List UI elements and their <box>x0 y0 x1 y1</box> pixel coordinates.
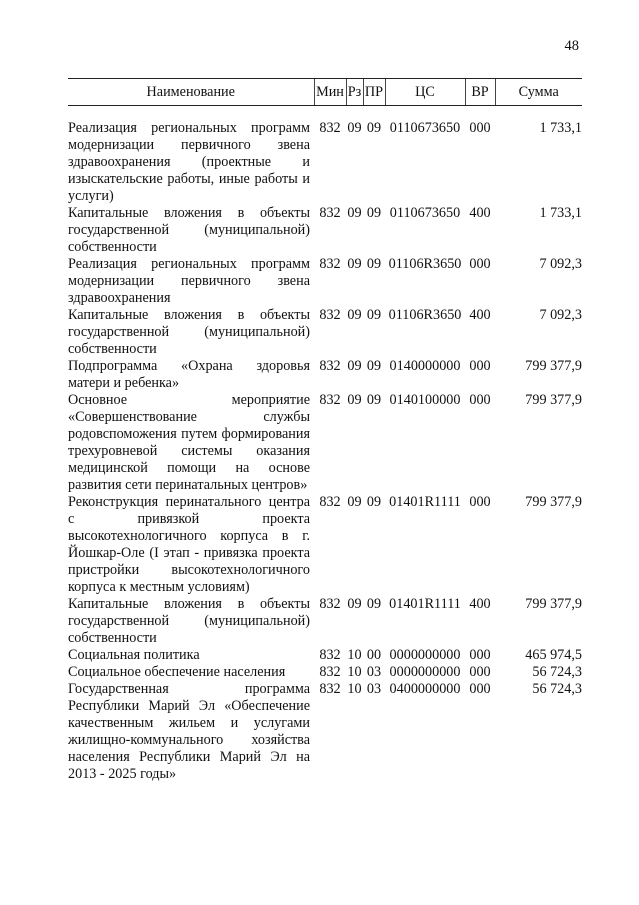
table-row <box>68 494 582 596</box>
table-row <box>68 664 582 681</box>
row-pr-cell: 00 <box>366 647 382 663</box>
row-vr-cell: 400 <box>469 205 491 221</box>
row-vr-cell: 000 <box>469 120 491 136</box>
row-rz-cell: 09 <box>347 307 362 323</box>
row-cs-cell: 0000000000 <box>389 647 461 663</box>
header-name: Наименование <box>68 79 314 106</box>
row-name-cell: Государственная программа Республики Марий Эл «Обеспечение качественным жильем и услугами жилищно-коммунального хозяйства населения Республики Марий Эл на 2013 - 2025 годы» <box>68 681 310 782</box>
row-rz-cell: 09 <box>347 392 362 408</box>
row-min-cell: 832 <box>319 307 341 323</box>
row-min-cell: 832 <box>319 392 341 408</box>
table-row <box>68 392 582 494</box>
row-rz-cell: 09 <box>347 256 362 272</box>
row-vr-cell: 000 <box>469 256 491 272</box>
row-pr-cell: 09 <box>366 596 382 612</box>
row-vr-cell: 000 <box>469 681 491 697</box>
row-min-cell: 832 <box>319 256 341 272</box>
row-name-cell: Капитальные вложения в объекты государственной (муниципальной) собственности <box>68 596 310 646</box>
row-sum-cell: 799 377,9 <box>525 596 582 612</box>
row-name-cell: Реализация региональных программ модернизации первичного звена здравоохранения (проектные и изыскательские работы, иные работы и услуги) <box>68 120 310 204</box>
row-rz-cell: 09 <box>347 596 362 612</box>
row-vr-cell: 000 <box>469 494 491 510</box>
header-min: Мин <box>314 79 346 106</box>
table-row <box>68 596 582 647</box>
row-vr-cell: 000 <box>469 664 491 680</box>
row-name-cell: Реализация региональных программ модернизации первичного звена здравоохранения <box>68 256 310 306</box>
row-min-cell: 832 <box>319 647 341 663</box>
header-sum: Сумма <box>495 79 582 106</box>
row-pr-cell: 09 <box>366 120 382 136</box>
row-min-cell: 832 <box>319 358 341 374</box>
table-row <box>68 681 582 783</box>
row-sum-cell: 7 092,3 <box>539 256 582 272</box>
row-sum-cell: 56 724,3 <box>532 664 582 680</box>
row-pr-cell: 09 <box>366 358 382 374</box>
table-header-row <box>68 79 582 106</box>
row-vr-cell: 000 <box>469 392 491 408</box>
row-name-cell: Основное мероприятие «Совершенствование службы родовспоможения путем формирования трехуровневой системы оказания медицинской помощи на основе развития сети перинатальных центров» <box>68 392 310 493</box>
row-sum-cell: 1 733,1 <box>539 120 582 136</box>
row-min-cell: 832 <box>319 596 341 612</box>
row-name-cell: Социальное обеспечение населения <box>68 664 286 680</box>
row-sum-cell: 799 377,9 <box>525 358 582 374</box>
row-pr-cell: 03 <box>366 664 382 680</box>
row-sum-cell: 1 733,1 <box>539 205 582 221</box>
row-sum-cell: 799 377,9 <box>525 392 582 408</box>
table-row <box>68 256 582 307</box>
table-row <box>68 358 582 392</box>
header-cs: ЦС <box>385 79 465 106</box>
header-pr: ПР <box>363 79 385 106</box>
row-rz-cell: 09 <box>347 120 362 136</box>
row-min-cell: 832 <box>319 205 341 221</box>
row-pr-cell: 09 <box>366 256 382 272</box>
row-cs-cell: 0110673650 <box>389 205 461 221</box>
header-vr: ВР <box>465 79 495 106</box>
row-rz-cell: 10 <box>347 647 362 663</box>
row-rz-cell: 10 <box>347 664 362 680</box>
row-vr-cell: 400 <box>469 596 491 612</box>
row-cs-cell: 01401R1111 <box>389 494 461 510</box>
row-sum-cell: 7 092,3 <box>539 307 582 323</box>
row-min-cell: 832 <box>319 120 341 136</box>
row-sum-cell: 799 377,9 <box>525 494 582 510</box>
row-rz-cell: 09 <box>347 494 362 510</box>
row-sum-cell: 56 724,3 <box>532 681 582 697</box>
row-cs-cell: 0140100000 <box>389 392 461 408</box>
row-rz-cell: 09 <box>347 205 362 221</box>
row-cs-cell: 0400000000 <box>389 681 461 697</box>
table-row <box>68 307 582 358</box>
row-name-cell: Реконструкция перинатального центра с привязкой проекта высокотехнологичного корпуса в г. Йошкар-Оле (I этап - привязка проекта пристройки высокотехнологичного корпуса к местным условиям) <box>68 494 310 595</box>
row-vr-cell: 000 <box>469 647 491 663</box>
row-cs-cell: 0000000000 <box>389 664 461 680</box>
row-vr-cell: 000 <box>469 358 491 374</box>
table-row <box>68 205 582 256</box>
row-pr-cell: 09 <box>366 392 382 408</box>
row-pr-cell: 03 <box>366 681 382 697</box>
row-vr-cell: 400 <box>469 307 491 323</box>
table-row <box>68 120 582 205</box>
row-rz-cell: 10 <box>347 681 362 697</box>
table-row <box>68 647 582 664</box>
row-cs-cell: 01401R1111 <box>389 596 461 612</box>
table-body <box>68 106 582 784</box>
row-name-cell: Капитальные вложения в объекты государственной (муниципальной) собственности <box>68 307 310 357</box>
row-pr-cell: 09 <box>366 205 382 221</box>
header-rz: Рз <box>346 79 363 106</box>
page-number: 48 <box>564 38 579 54</box>
row-cs-cell: 0140000000 <box>389 358 461 374</box>
row-name-cell: Социальная политика <box>68 647 200 663</box>
row-min-cell: 832 <box>319 681 341 697</box>
row-cs-cell: 01106R3650 <box>388 256 462 272</box>
row-sum-cell: 465 974,5 <box>525 647 582 663</box>
row-min-cell: 832 <box>319 664 341 680</box>
row-name-cell: Подпрограмма «Охрана здоровья матери и ребенка» <box>68 358 310 391</box>
row-pr-cell: 09 <box>366 307 382 323</box>
row-cs-cell: 01106R3650 <box>388 307 462 323</box>
row-name-cell: Капитальные вложения в объекты государственной (муниципальной) собственности <box>68 205 310 255</box>
row-min-cell: 832 <box>319 494 341 510</box>
row-pr-cell: 09 <box>366 494 382 510</box>
budget-table <box>68 78 582 783</box>
row-cs-cell: 0110673650 <box>389 120 461 136</box>
row-rz-cell: 09 <box>347 358 362 374</box>
